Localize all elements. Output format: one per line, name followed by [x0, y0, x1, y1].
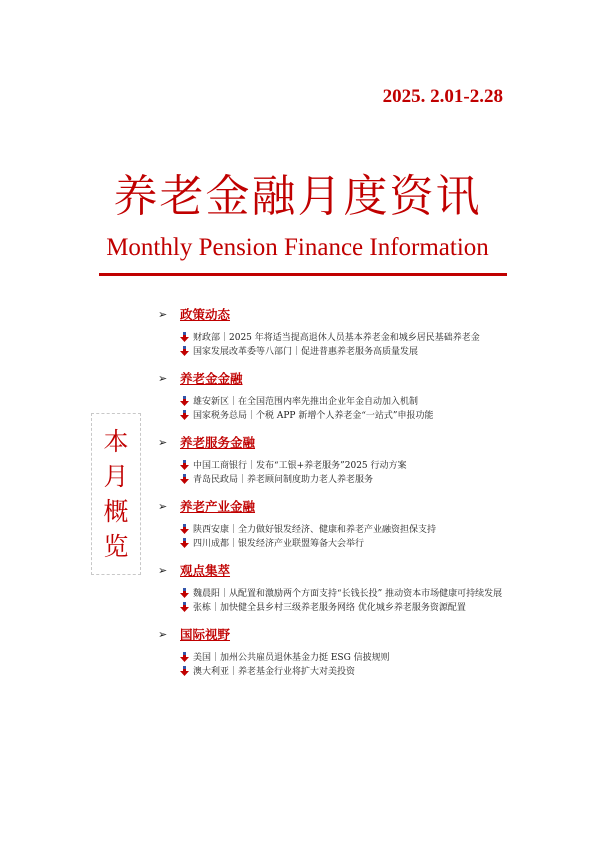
arrow-icon: ➢ [158, 499, 168, 513]
side-char: 概 [103, 497, 129, 526]
arrow-icon: ➢ [158, 435, 168, 449]
list-item[interactable] [158, 537, 508, 551]
list-item[interactable] [158, 587, 508, 601]
side-char: 本 [103, 427, 129, 456]
arrow-down-bullet-icon [180, 651, 193, 665]
list-item-text: 澳大利亚｜养老基金行业将扩大对美投资 [193, 667, 356, 677]
section-heading [158, 623, 508, 645]
side-char: 览 [103, 532, 129, 561]
toc-section [158, 303, 508, 359]
list-item[interactable] [158, 523, 508, 537]
list-item-text: 四川成都｜银发经济产业联盟筹备大会举行 [193, 539, 365, 549]
section-heading [158, 559, 508, 581]
section-heading [158, 495, 508, 517]
list-item-text: 国家税务总局｜个税 APP 新增个人养老金“一站式”申报功能 [193, 411, 434, 421]
arrow-icon: ➢ [158, 627, 168, 641]
list-item[interactable] [158, 459, 508, 473]
list-item[interactable] [158, 665, 508, 679]
list-item[interactable] [158, 345, 508, 359]
list-item[interactable] [158, 409, 508, 423]
toc-section [158, 559, 508, 615]
arrow-down-bullet-icon [180, 473, 193, 487]
side-char: 月 [103, 462, 129, 491]
toc-section [158, 367, 508, 423]
list-item-text: 国家发展改革委等八部门｜促进普惠养老服务高质量发展 [193, 347, 419, 357]
section-heading [158, 303, 508, 325]
list-item-text: 雄安新区｜在全国范围内率先推出企业年金自动加入机制 [193, 397, 419, 407]
toc-section [158, 623, 508, 679]
page-subtitle: Monthly Pension Finance Information [106, 234, 489, 261]
section-title[interactable]: 养老服务金融 [180, 435, 256, 450]
arrow-down-bullet-icon [180, 523, 193, 537]
list-item[interactable] [158, 651, 508, 665]
list-item-text: 美国｜加州公共雇员退休基金力挺 ESG 信披规则 [193, 653, 390, 663]
table-of-contents [158, 303, 508, 679]
list-item-text: 财政部｜2025 年将适当提高退休人员基本养老金和城乡居民基础养老金 [193, 333, 480, 343]
list-item[interactable] [158, 601, 508, 615]
section-title[interactable]: 养老产业金融 [180, 499, 256, 514]
list-item[interactable] [158, 473, 508, 487]
arrow-down-bullet-icon [180, 587, 193, 601]
toc-section [158, 431, 508, 487]
section-title[interactable]: 养老金金融 [180, 371, 243, 386]
list-item-text: 青岛民政局｜养老顾问制度助力老人养老服务 [193, 475, 374, 485]
section-title[interactable]: 观点集萃 [180, 563, 231, 578]
arrow-down-bullet-icon [180, 537, 193, 551]
arrow-down-bullet-icon [180, 459, 193, 473]
arrow-down-bullet-icon [180, 395, 193, 409]
list-item[interactable] [158, 395, 508, 409]
list-item-text: 中国工商银行｜发布“工银+养老服务”2025 行动方案 [193, 461, 407, 471]
list-item[interactable] [158, 331, 508, 345]
section-title[interactable]: 政策动态 [180, 307, 231, 322]
title-divider [99, 273, 507, 276]
monthly-overview-label [91, 413, 141, 575]
arrow-down-bullet-icon [180, 331, 193, 345]
list-item-text: 陕西安康｜全力做好银发经济、健康和养老产业融资担保支持 [193, 525, 437, 535]
toc-section [158, 495, 508, 551]
arrow-icon: ➢ [158, 307, 168, 321]
arrow-down-bullet-icon [180, 665, 193, 679]
issue-date: 2025. 2.01-2.28 [382, 86, 503, 107]
arrow-down-bullet-icon [180, 601, 193, 615]
arrow-icon: ➢ [158, 371, 168, 385]
arrow-icon: ➢ [158, 563, 168, 577]
section-heading [158, 431, 508, 453]
list-item-text: 张栋｜加快健全县乡村三级养老服务网络 优化城乡养老服务资源配置 [193, 603, 466, 613]
page-title: 养老金融月度资讯 [113, 171, 482, 222]
arrow-down-bullet-icon [180, 409, 193, 423]
section-title[interactable]: 国际视野 [180, 627, 231, 642]
list-item-text: 魏晨阳｜从配置和激励两个方面支持“长钱长投” 推动资本市场健康可持续发展 [193, 589, 503, 599]
section-heading [158, 367, 508, 389]
arrow-down-bullet-icon [180, 345, 193, 359]
